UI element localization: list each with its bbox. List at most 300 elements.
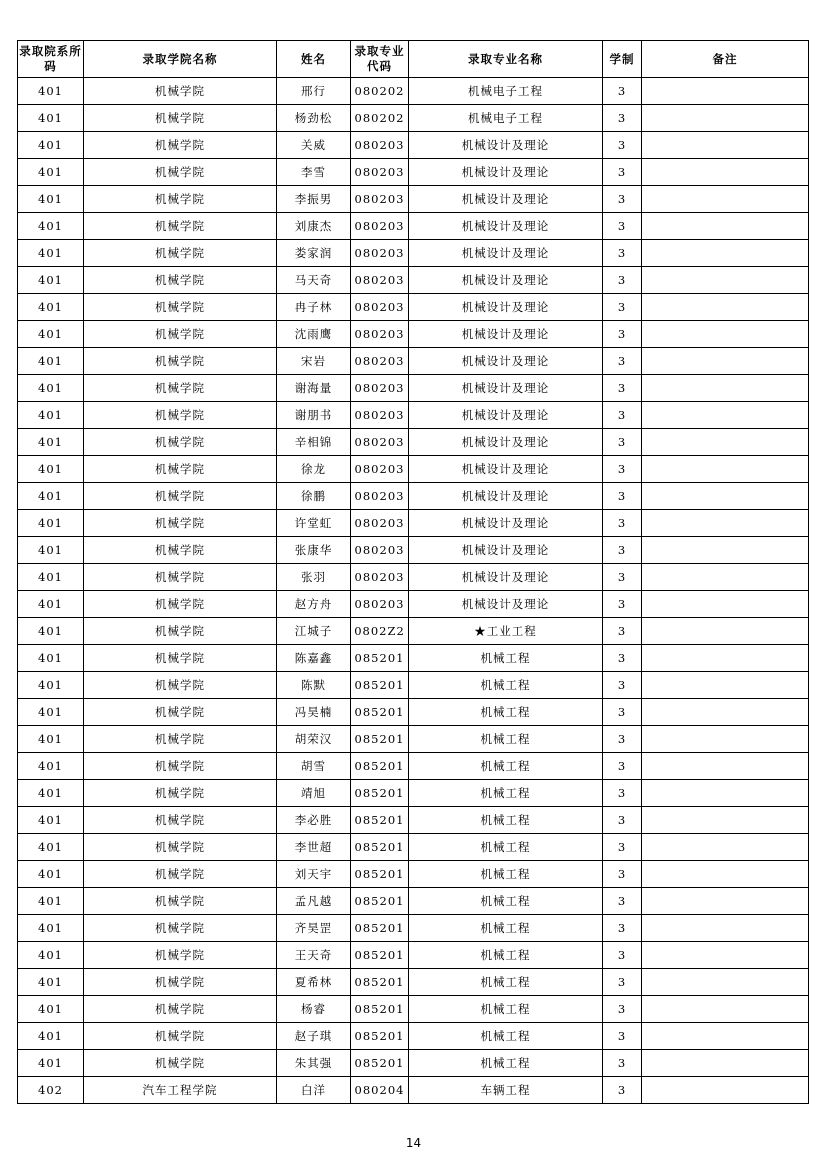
- cell-dept-code: 401: [18, 78, 84, 105]
- cell-college: 机械学院: [84, 591, 277, 618]
- cell-years: 3: [603, 321, 642, 348]
- cell-dept-code: 401: [18, 591, 84, 618]
- cell-remarks: [642, 429, 809, 456]
- table-row: [18, 537, 809, 564]
- cell-major: 机械电子工程: [409, 78, 603, 105]
- cell-major: 机械设计及理论: [409, 159, 603, 186]
- cell-name: 沈雨鹰: [277, 321, 351, 348]
- cell-name: 马天奇: [277, 267, 351, 294]
- header-name: 姓名: [277, 41, 351, 78]
- table-row: [18, 294, 809, 321]
- cell-years: 3: [603, 240, 642, 267]
- cell-dept-code: 401: [18, 780, 84, 807]
- cell-name: 朱其强: [277, 1050, 351, 1077]
- cell-remarks: [642, 240, 809, 267]
- cell-major-code: 085201: [351, 726, 409, 753]
- cell-major-code: 085201: [351, 1023, 409, 1050]
- cell-major-code: 080203: [351, 375, 409, 402]
- cell-college: 机械学院: [84, 402, 277, 429]
- table-row: [18, 186, 809, 213]
- cell-college: 机械学院: [84, 348, 277, 375]
- cell-years: 3: [603, 699, 642, 726]
- cell-major-code: 085201: [351, 888, 409, 915]
- cell-dept-code: 401: [18, 510, 84, 537]
- cell-remarks: [642, 78, 809, 105]
- cell-name: 赵子琪: [277, 1023, 351, 1050]
- cell-years: 3: [603, 672, 642, 699]
- cell-remarks: [642, 132, 809, 159]
- table-row: [18, 888, 809, 915]
- header-years: 学制: [603, 41, 642, 78]
- cell-major: 机械工程: [409, 1050, 603, 1077]
- cell-college: 机械学院: [84, 483, 277, 510]
- cell-years: 3: [603, 132, 642, 159]
- table-body: [18, 78, 809, 1104]
- cell-major-code: 080203: [351, 213, 409, 240]
- cell-major-code: 085201: [351, 699, 409, 726]
- admission-table: [17, 40, 809, 1104]
- cell-major: 机械设计及理论: [409, 267, 603, 294]
- cell-years: 3: [603, 267, 642, 294]
- cell-dept-code: 401: [18, 537, 84, 564]
- cell-college: 机械学院: [84, 186, 277, 213]
- cell-dept-code: 401: [18, 645, 84, 672]
- cell-name: 李雪: [277, 159, 351, 186]
- cell-name: 宋岩: [277, 348, 351, 375]
- cell-dept-code: 401: [18, 375, 84, 402]
- header-college: 录取学院名称: [84, 41, 277, 78]
- cell-years: 3: [603, 105, 642, 132]
- cell-name: 夏希林: [277, 969, 351, 996]
- cell-name: 陈默: [277, 672, 351, 699]
- cell-major-code: 085201: [351, 996, 409, 1023]
- cell-major: 机械设计及理论: [409, 186, 603, 213]
- table-row: [18, 78, 809, 105]
- table-row: [18, 510, 809, 537]
- cell-name: 刘康杰: [277, 213, 351, 240]
- cell-dept-code: 401: [18, 996, 84, 1023]
- cell-years: 3: [603, 186, 642, 213]
- cell-major-code: 080203: [351, 591, 409, 618]
- cell-dept-code: 401: [18, 699, 84, 726]
- cell-remarks: [642, 1077, 809, 1104]
- table-row: [18, 915, 809, 942]
- cell-years: 3: [603, 1050, 642, 1077]
- cell-major: 机械工程: [409, 834, 603, 861]
- cell-name: 冯昊楠: [277, 699, 351, 726]
- table-row: [18, 564, 809, 591]
- cell-dept-code: 401: [18, 726, 84, 753]
- cell-college: 机械学院: [84, 1050, 277, 1077]
- table-row: [18, 1050, 809, 1077]
- cell-college: 机械学院: [84, 456, 277, 483]
- header-dept-code: 录取院系所码: [18, 41, 84, 78]
- cell-major-code: 080202: [351, 78, 409, 105]
- cell-remarks: [642, 105, 809, 132]
- cell-remarks: [642, 996, 809, 1023]
- cell-name: 关威: [277, 132, 351, 159]
- table-row: [18, 807, 809, 834]
- cell-major: 机械工程: [409, 1023, 603, 1050]
- cell-major: 机械工程: [409, 645, 603, 672]
- cell-college: 机械学院: [84, 375, 277, 402]
- cell-years: 3: [603, 429, 642, 456]
- cell-years: 3: [603, 726, 642, 753]
- table-row: [18, 105, 809, 132]
- cell-years: 3: [603, 78, 642, 105]
- cell-years: 3: [603, 645, 642, 672]
- cell-major: 机械设计及理论: [409, 591, 603, 618]
- cell-name: 邢行: [277, 78, 351, 105]
- cell-remarks: [642, 456, 809, 483]
- cell-name: 张康华: [277, 537, 351, 564]
- cell-years: 3: [603, 375, 642, 402]
- cell-major-code: 080202: [351, 105, 409, 132]
- cell-major: 机械设计及理论: [409, 375, 603, 402]
- cell-dept-code: 401: [18, 807, 84, 834]
- cell-dept-code: 401: [18, 483, 84, 510]
- table-row: [18, 699, 809, 726]
- cell-major-code: 080203: [351, 537, 409, 564]
- cell-major: 机械设计及理论: [409, 456, 603, 483]
- cell-dept-code: 401: [18, 672, 84, 699]
- cell-dept-code: 401: [18, 429, 84, 456]
- cell-college: 机械学院: [84, 321, 277, 348]
- cell-remarks: [642, 699, 809, 726]
- cell-dept-code: 401: [18, 402, 84, 429]
- cell-remarks: [642, 618, 809, 645]
- table-row: [18, 1077, 809, 1104]
- table-row: [18, 375, 809, 402]
- cell-years: 3: [603, 564, 642, 591]
- cell-remarks: [642, 969, 809, 996]
- table-row: [18, 618, 809, 645]
- cell-name: 徐龙: [277, 456, 351, 483]
- table-row: [18, 429, 809, 456]
- cell-years: 3: [603, 942, 642, 969]
- cell-college: 机械学院: [84, 429, 277, 456]
- cell-major-code: 085201: [351, 753, 409, 780]
- cell-major: 机械设计及理论: [409, 483, 603, 510]
- cell-major-code: 085201: [351, 861, 409, 888]
- cell-remarks: [642, 915, 809, 942]
- cell-name: 孟凡越: [277, 888, 351, 915]
- table-row: [18, 483, 809, 510]
- cell-major-code: 080203: [351, 132, 409, 159]
- table-row: [18, 780, 809, 807]
- cell-major: 机械设计及理论: [409, 429, 603, 456]
- cell-college: 机械学院: [84, 213, 277, 240]
- table-row: [18, 132, 809, 159]
- cell-college: 机械学院: [84, 564, 277, 591]
- table-row: [18, 240, 809, 267]
- cell-major: ★工业工程: [409, 618, 603, 645]
- cell-years: 3: [603, 348, 642, 375]
- cell-remarks: [642, 942, 809, 969]
- table-row: [18, 591, 809, 618]
- cell-dept-code: 401: [18, 969, 84, 996]
- cell-years: 3: [603, 456, 642, 483]
- cell-dept-code: 401: [18, 348, 84, 375]
- cell-dept-code: 401: [18, 1050, 84, 1077]
- cell-remarks: [642, 564, 809, 591]
- cell-college: 机械学院: [84, 159, 277, 186]
- cell-major: 机械工程: [409, 807, 603, 834]
- cell-major-code: 080204: [351, 1077, 409, 1104]
- cell-major-code: 080203: [351, 402, 409, 429]
- table-row: [18, 456, 809, 483]
- cell-major: 机械工程: [409, 753, 603, 780]
- cell-major-code: 085201: [351, 807, 409, 834]
- cell-remarks: [642, 483, 809, 510]
- table-row: [18, 942, 809, 969]
- cell-dept-code: 401: [18, 834, 84, 861]
- cell-years: 3: [603, 834, 642, 861]
- cell-college: 机械学院: [84, 1023, 277, 1050]
- table-row: [18, 348, 809, 375]
- cell-remarks: [642, 510, 809, 537]
- cell-major-code: 085201: [351, 645, 409, 672]
- cell-years: 3: [603, 888, 642, 915]
- cell-dept-code: 401: [18, 267, 84, 294]
- cell-major: 机械工程: [409, 861, 603, 888]
- cell-college: 机械学院: [84, 753, 277, 780]
- cell-years: 3: [603, 996, 642, 1023]
- cell-major: 车辆工程: [409, 1077, 603, 1104]
- cell-dept-code: 401: [18, 294, 84, 321]
- cell-college: 机械学院: [84, 267, 277, 294]
- header-row: [18, 41, 809, 78]
- cell-college: 机械学院: [84, 996, 277, 1023]
- cell-major-code: 080203: [351, 564, 409, 591]
- cell-dept-code: 401: [18, 132, 84, 159]
- cell-college: 机械学院: [84, 726, 277, 753]
- cell-name: 谢海量: [277, 375, 351, 402]
- cell-major-code: 080203: [351, 186, 409, 213]
- cell-major-code: 085201: [351, 915, 409, 942]
- cell-years: 3: [603, 915, 642, 942]
- cell-name: 江城子: [277, 618, 351, 645]
- cell-major-code: 0802Z2: [351, 618, 409, 645]
- cell-college: 机械学院: [84, 78, 277, 105]
- cell-major: 机械工程: [409, 780, 603, 807]
- cell-major-code: 085201: [351, 969, 409, 996]
- cell-remarks: [642, 402, 809, 429]
- cell-major-code: 085201: [351, 834, 409, 861]
- header-remarks: 备注: [642, 41, 809, 78]
- header-major: 录取专业名称: [409, 41, 603, 78]
- cell-major-code: 080203: [351, 267, 409, 294]
- cell-name: 胡荣汉: [277, 726, 351, 753]
- cell-remarks: [642, 375, 809, 402]
- cell-name: 李世超: [277, 834, 351, 861]
- cell-college: 机械学院: [84, 537, 277, 564]
- cell-major: 机械设计及理论: [409, 402, 603, 429]
- cell-dept-code: 401: [18, 915, 84, 942]
- cell-major-code: 080203: [351, 240, 409, 267]
- cell-name: 娄家润: [277, 240, 351, 267]
- cell-name: 许堂虹: [277, 510, 351, 537]
- cell-major: 机械工程: [409, 969, 603, 996]
- cell-dept-code: 401: [18, 321, 84, 348]
- cell-dept-code: 401: [18, 753, 84, 780]
- cell-years: 3: [603, 780, 642, 807]
- cell-major: 机械设计及理论: [409, 132, 603, 159]
- cell-remarks: [642, 537, 809, 564]
- cell-dept-code: 401: [18, 1023, 84, 1050]
- cell-major-code: 080203: [351, 159, 409, 186]
- cell-years: 3: [603, 483, 642, 510]
- cell-major-code: 085201: [351, 780, 409, 807]
- cell-college: 汽车工程学院: [84, 1077, 277, 1104]
- cell-name: 赵方舟: [277, 591, 351, 618]
- cell-major-code: 085201: [351, 1050, 409, 1077]
- cell-dept-code: 402: [18, 1077, 84, 1104]
- cell-name: 谢朋书: [277, 402, 351, 429]
- table-row: [18, 1023, 809, 1050]
- cell-remarks: [642, 807, 809, 834]
- table-row: [18, 672, 809, 699]
- cell-major: 机械设计及理论: [409, 537, 603, 564]
- cell-dept-code: 401: [18, 888, 84, 915]
- cell-remarks: [642, 213, 809, 240]
- cell-dept-code: 401: [18, 456, 84, 483]
- cell-major-code: 080203: [351, 510, 409, 537]
- cell-years: 3: [603, 861, 642, 888]
- cell-major: 机械工程: [409, 942, 603, 969]
- cell-name: 胡雪: [277, 753, 351, 780]
- cell-remarks: [642, 294, 809, 321]
- cell-remarks: [642, 591, 809, 618]
- cell-college: 机械学院: [84, 510, 277, 537]
- cell-major-code: 080203: [351, 294, 409, 321]
- cell-remarks: [642, 186, 809, 213]
- cell-remarks: [642, 1023, 809, 1050]
- cell-name: 张羽: [277, 564, 351, 591]
- cell-college: 机械学院: [84, 861, 277, 888]
- cell-dept-code: 401: [18, 618, 84, 645]
- cell-college: 机械学院: [84, 132, 277, 159]
- table-row: [18, 834, 809, 861]
- cell-name: 徐鹏: [277, 483, 351, 510]
- page-number: 14: [405, 1136, 422, 1150]
- cell-major-code: 080203: [351, 483, 409, 510]
- cell-remarks: [642, 888, 809, 915]
- cell-dept-code: 401: [18, 240, 84, 267]
- cell-major: 机械工程: [409, 888, 603, 915]
- table-row: [18, 753, 809, 780]
- cell-dept-code: 401: [18, 861, 84, 888]
- cell-name: 王天奇: [277, 942, 351, 969]
- cell-college: 机械学院: [84, 942, 277, 969]
- cell-college: 机械学院: [84, 699, 277, 726]
- cell-college: 机械学院: [84, 969, 277, 996]
- cell-name: 杨睿: [277, 996, 351, 1023]
- cell-major: 机械设计及理论: [409, 564, 603, 591]
- cell-college: 机械学院: [84, 915, 277, 942]
- cell-name: 刘天宇: [277, 861, 351, 888]
- cell-name: 杨劲松: [277, 105, 351, 132]
- table-row: [18, 267, 809, 294]
- cell-remarks: [642, 861, 809, 888]
- cell-major-code: 080203: [351, 348, 409, 375]
- cell-remarks: [642, 321, 809, 348]
- cell-major: 机械工程: [409, 996, 603, 1023]
- cell-college: 机械学院: [84, 780, 277, 807]
- cell-major: 机械设计及理论: [409, 294, 603, 321]
- cell-dept-code: 401: [18, 159, 84, 186]
- cell-major: 机械工程: [409, 726, 603, 753]
- cell-major: 机械设计及理论: [409, 321, 603, 348]
- cell-remarks: [642, 834, 809, 861]
- cell-years: 3: [603, 591, 642, 618]
- cell-name: 辛相锦: [277, 429, 351, 456]
- cell-college: 机械学院: [84, 888, 277, 915]
- cell-remarks: [642, 645, 809, 672]
- cell-years: 3: [603, 1023, 642, 1050]
- cell-years: 3: [603, 618, 642, 645]
- cell-years: 3: [603, 294, 642, 321]
- cell-dept-code: 401: [18, 186, 84, 213]
- cell-years: 3: [603, 537, 642, 564]
- cell-name: 齐昊罡: [277, 915, 351, 942]
- cell-dept-code: 401: [18, 105, 84, 132]
- cell-college: 机械学院: [84, 240, 277, 267]
- cell-college: 机械学院: [84, 807, 277, 834]
- cell-years: 3: [603, 969, 642, 996]
- cell-remarks: [642, 780, 809, 807]
- header-major-code: 录取专业代码: [351, 41, 409, 78]
- cell-college: 机械学院: [84, 672, 277, 699]
- cell-major: 机械设计及理论: [409, 213, 603, 240]
- cell-major: 机械电子工程: [409, 105, 603, 132]
- cell-name: 白洋: [277, 1077, 351, 1104]
- cell-college: 机械学院: [84, 105, 277, 132]
- cell-dept-code: 401: [18, 564, 84, 591]
- table-row: [18, 402, 809, 429]
- table-row: [18, 969, 809, 996]
- cell-major-code: 080203: [351, 456, 409, 483]
- cell-remarks: [642, 267, 809, 294]
- cell-remarks: [642, 348, 809, 375]
- table-row: [18, 213, 809, 240]
- cell-major: 机械工程: [409, 699, 603, 726]
- cell-remarks: [642, 672, 809, 699]
- cell-major-code: 085201: [351, 942, 409, 969]
- cell-major-code: 080203: [351, 429, 409, 456]
- cell-remarks: [642, 753, 809, 780]
- cell-years: 3: [603, 159, 642, 186]
- cell-college: 机械学院: [84, 645, 277, 672]
- cell-major: 机械工程: [409, 672, 603, 699]
- cell-major: 机械设计及理论: [409, 510, 603, 537]
- table-row: [18, 159, 809, 186]
- cell-years: 3: [603, 753, 642, 780]
- cell-major: 机械设计及理论: [409, 240, 603, 267]
- cell-name: 李振男: [277, 186, 351, 213]
- cell-dept-code: 401: [18, 213, 84, 240]
- cell-college: 机械学院: [84, 294, 277, 321]
- cell-major-code: 080203: [351, 321, 409, 348]
- table-row: [18, 321, 809, 348]
- cell-remarks: [642, 159, 809, 186]
- cell-remarks: [642, 1050, 809, 1077]
- table-row: [18, 726, 809, 753]
- cell-remarks: [642, 726, 809, 753]
- cell-years: 3: [603, 213, 642, 240]
- cell-years: 3: [603, 1077, 642, 1104]
- cell-name: 冉子林: [277, 294, 351, 321]
